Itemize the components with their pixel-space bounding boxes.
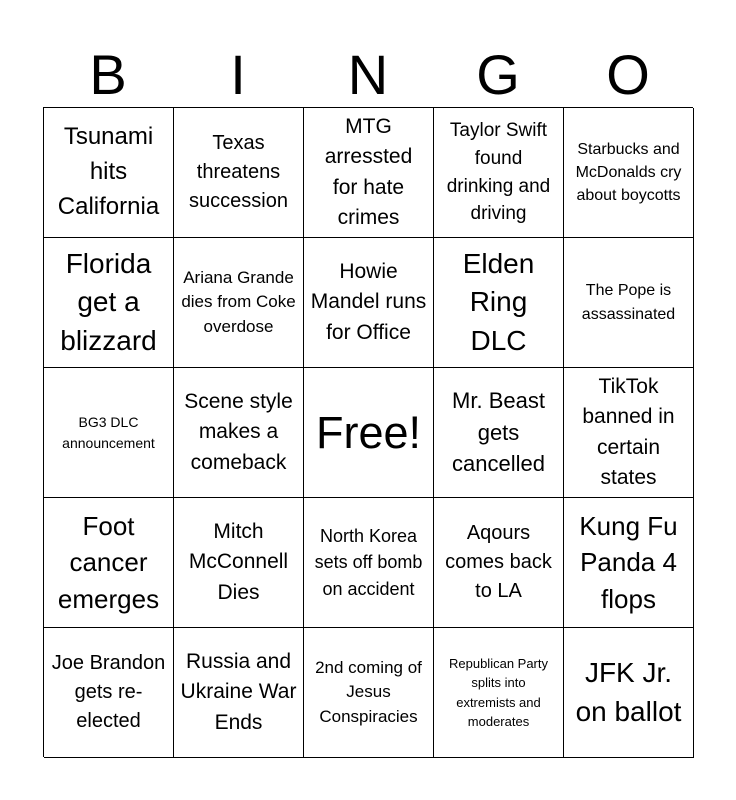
cell-text: 2nd coming of Jesus Conspiracies <box>315 657 422 726</box>
cell-text: BG3 DLC announcement <box>62 413 155 451</box>
bingo-header <box>43 40 693 110</box>
header-letter-o: O <box>606 43 650 106</box>
cell-text: Mr. Beast gets cancelled <box>452 387 545 477</box>
cell-text: Tsunami hits California <box>57 123 160 220</box>
bingo-cell-r1-c0[interactable] <box>44 238 174 368</box>
cell-text: Russia and Ukraine War Ends <box>180 649 297 734</box>
header-letter-n: N <box>347 43 389 106</box>
bingo-cell-r3-c0[interactable] <box>44 498 174 628</box>
cell-text: Ariana Grande dies from Coke overdose <box>181 267 296 336</box>
bingo-cell-r3-c4[interactable] <box>564 498 694 628</box>
bingo-cell-r1-c1[interactable] <box>174 238 304 368</box>
cell-text: Texas threatens succession <box>189 132 288 212</box>
bingo-cell-free[interactable] <box>304 368 434 498</box>
header-letter-g: G <box>476 43 520 106</box>
bingo-cell-r0-c4[interactable] <box>564 108 694 238</box>
bingo-cell-r2-c3[interactable] <box>434 368 564 498</box>
cell-text: MTG arressted for hate crimes <box>324 114 413 229</box>
cell-text: Aqours comes back to LA <box>445 522 552 602</box>
bingo-cell-r4-c4[interactable] <box>564 628 694 758</box>
cell-text: Taylor Swift found drinking and driving <box>446 120 551 225</box>
bingo-cell-r0-c3[interactable] <box>434 108 564 238</box>
cell-text: JFK Jr. on ballot <box>575 656 682 727</box>
cell-text: TikTok banned in certain states <box>582 374 675 489</box>
cell-text: Elden Ring DLC <box>462 247 535 356</box>
bingo-cell-r0-c2[interactable] <box>304 108 434 238</box>
cell-text: Kung Fu Panda 4 flops <box>579 510 678 614</box>
bingo-cell-r2-c0[interactable] <box>44 368 174 498</box>
cell-text: Howie Mandel runs for Office <box>310 259 427 344</box>
cell-text: Starbucks and McDonalds cry about boycotts <box>575 140 682 205</box>
bingo-cell-r0-c1[interactable] <box>174 108 304 238</box>
header-letter-i: I <box>230 43 246 106</box>
bingo-grid <box>43 107 693 757</box>
bingo-cell-r3-c1[interactable] <box>174 498 304 628</box>
cell-text: Mitch McConnell Dies <box>188 519 289 604</box>
bingo-cell-r0-c0[interactable] <box>44 108 174 238</box>
bingo-cell-r1-c4[interactable] <box>564 238 694 368</box>
bingo-cell-r3-c3[interactable] <box>434 498 564 628</box>
bingo-cell-r4-c0[interactable] <box>44 628 174 758</box>
header-letter-b: B <box>89 43 127 106</box>
cell-text: North Korea sets off bomb on accident <box>314 526 423 599</box>
cell-text: Foot cancer emerges <box>57 510 160 614</box>
free-space-text: Free! <box>315 406 422 458</box>
cell-text: The Pope is assassinated <box>581 282 676 323</box>
bingo-cell-r4-c2[interactable] <box>304 628 434 758</box>
bingo-cell-r4-c1[interactable] <box>174 628 304 758</box>
cell-text: Scene style makes a comeback <box>184 389 293 474</box>
cell-text: Florida get a blizzard <box>60 247 157 356</box>
bingo-cell-r2-c1[interactable] <box>174 368 304 498</box>
cell-text: Republican Party splits into extremists and moderates <box>449 655 548 729</box>
bingo-cell-r1-c3[interactable] <box>434 238 564 368</box>
bingo-cell-r2-c4[interactable] <box>564 368 694 498</box>
bingo-cell-r1-c2[interactable] <box>304 238 434 368</box>
bingo-cell-r3-c2[interactable] <box>304 498 434 628</box>
bingo-cell-r4-c3[interactable] <box>434 628 564 758</box>
cell-text: Joe Brandon gets re-elected <box>51 652 166 732</box>
